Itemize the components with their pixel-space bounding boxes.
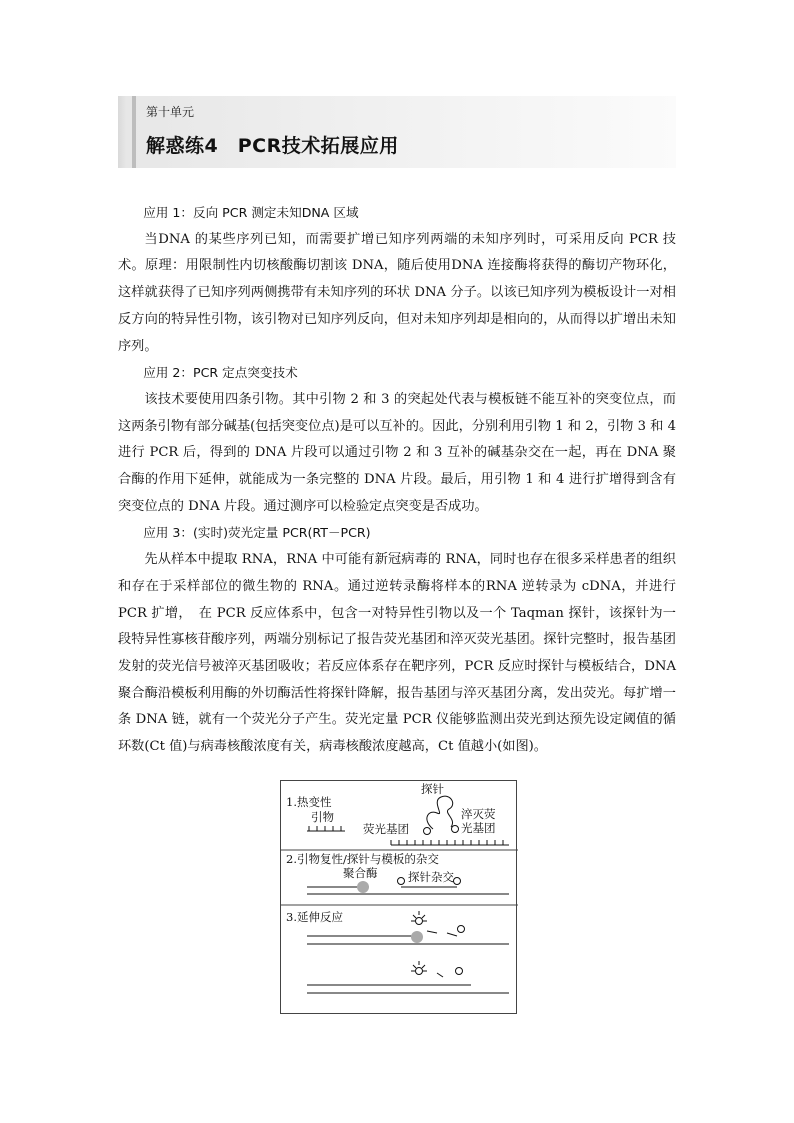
section-body-3: 先从样本中提取 RNA，RNA 中可能有新冠病毒的 RNA，同时也存在很多采样患者的组织和存在于采样部位的微生物的 RNA。通过逆转录酶将样本的RNA 逆转录为 cDNA，并进行 PCR 扩增， 在 PCR 反应体系中，包含一对特异性引物以及一个 Taqman 探针，该探针为一段特异性寡核苷酸序列，两端分别标记了报告荧光基团和淬灭荧光基团。探针完整时，报告基团发射的荧光信号被淬灭基团吸收；若反应体系存在靶序列，PCR 反应时探针与模板结合，DNA 聚合酶沿模板利用酶的外切酶活性将探针降解，报告基团与淬灭基团分离，发出荧光。每扩增一条 DNA 链，就有一个荧光分子产生。荧光定量 PCR 仪能够监测出荧光到达预先设定阈值的循环数(Ct 值)与病毒核酸浓度有关，病毒核酸浓度越高，Ct 值越小(如图)。 (118, 552, 676, 755)
polymerase-3 (411, 931, 423, 943)
polymerase-2 (357, 881, 369, 893)
hybrid-label: 探针杂交 (408, 870, 454, 884)
polymerase-label: 聚合酶 (343, 866, 378, 880)
reporter-R-1 (424, 828, 431, 835)
page-title: 解惑练4 PCR技术拓展应用 (146, 135, 399, 157)
step3-label: 3.延伸反应 (286, 910, 343, 924)
template-strand-1 (391, 840, 509, 845)
reporter-label: 荧光基团 (363, 822, 409, 836)
quencher-label-1: 淬灭荧 (461, 807, 496, 821)
section-heading-3: 应用 3：(实时)荧光定量 PCR(RT－PCR) (143, 525, 371, 541)
step1-label: 1.热变性 (286, 795, 332, 809)
unit-label: 第十单元 (146, 105, 195, 119)
quencher-Q-1 (452, 826, 459, 833)
section-heading-1: 应用 1：反向 PCR 测定未知DNA 区域 (143, 205, 359, 220)
quencher-label-2: 光基团 (461, 821, 496, 835)
step2-label: 2.引物复性/探针与模板的杂交 (286, 852, 439, 866)
section-body-1: 当DNA 的某些序列已知，而需要扩增已知序列两端的未知序列时，可采用反向 PCR 技术。原理：用限制性内切核酸酶切割该 DNA，随后使用DNA 连接酶将获得的酶切产物环化，这样就获得了已知序列两侧携带有未知序列的环状 DNA 分子。以该已知序列为模板设计一对相反方向的特异性引物，该引物对已知序列反向，但对未知序列却是相向的，从而得以扩增出未知序列。 (118, 231, 676, 354)
main-content (118, 200, 676, 761)
taqman-figure (280, 780, 517, 1014)
primer-1 (307, 826, 345, 831)
taqman-diagram (281, 781, 518, 1015)
section-heading-2: 应用 2：PCR 定点突变技术 (143, 365, 298, 381)
probe-curl (427, 796, 453, 829)
section-body-2: 该技术要使用四条引物。其中引物 2 和 3 的突起处代表与模板链不能互补的突变位点，而这两条引物有部分碱基(包括突变位点)是可以互补的。因此，分别利用引物 1 和 2，引物 3 和 4 进行 PCR 后，得到的 DNA 片段可以通过引物 2 和 3 互补的碱基杂交在一起，再在 DNA 聚合酶的作用下延伸，就能成为一条完整的 DNA 片段。最后，用引物 1 和 4 进行扩增得到含有突变位点的 DNA 片段。通过测序可以检验定点突变是否成功。 (118, 391, 676, 514)
header-accent-bar (132, 96, 136, 168)
probe-label: 探针 (421, 782, 444, 796)
primer-label: 引物 (311, 810, 334, 824)
